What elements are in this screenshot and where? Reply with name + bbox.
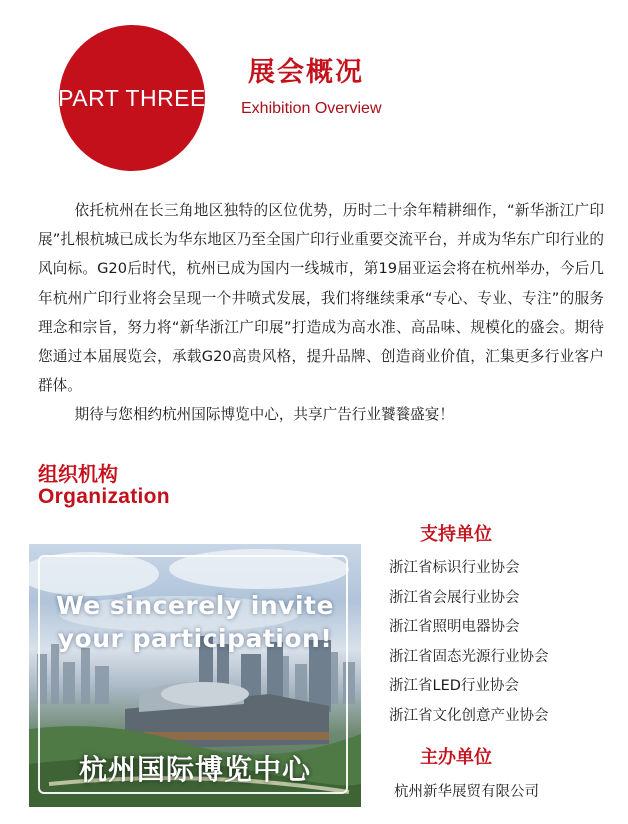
part-badge	[59, 25, 205, 171]
organization-title-cn: 组织机构	[38, 462, 118, 486]
venue-name: 杭州国际博览中心	[78, 753, 311, 786]
support-units-title: 支持单位	[420, 524, 492, 545]
invite-line-1: We sincerely invite	[56, 591, 334, 620]
support-unit: 浙江省文化创意产业协会	[389, 707, 549, 724]
organization-title-en: Organization	[38, 485, 170, 508]
support-unit: 浙江省会展行业协会	[389, 589, 520, 606]
part-badge-label: PART THREE	[58, 84, 206, 111]
section-title-cn: 展会概况	[248, 57, 364, 88]
intro-text	[38, 196, 604, 430]
invite-line-2: your participation!	[57, 624, 333, 653]
support-units-list	[389, 554, 549, 732]
host-unit-name: 杭州新华展贸有限公司	[394, 784, 539, 800]
intro-paragraph-1: 依托杭州在长三角地区独特的区位优势，历时二十余年精耕细作，“新华浙江广印展”扎根杭城已成长为华东地区乃至全国广印行业重要交流平台，并成为华东广印行业的风向标。G20后时代，杭州已成为国内一线城市，第19届亚运会将在杭州举办，今后几年杭州广印行业将会呈现一个井喷式发展，我们将继续秉承“专心、专业、专注”的服务理念和宗旨，努力将“新华浙江广印展”打造成为高水准、高品味、规模化的盛会。期待您通过本届展览会，承载G20高贵风格，提升品牌、创造商业价值，汇集更多行业客户群体。	[38, 202, 604, 395]
support-unit: 浙江省照明电器协会	[389, 619, 520, 636]
host-unit-title: 主办单位	[420, 747, 492, 768]
support-unit: 浙江省标识行业协会	[389, 560, 520, 576]
support-unit: 浙江省LED行业协会	[389, 678, 519, 695]
venue-photo	[29, 544, 361, 807]
support-unit: 浙江省固态光源行业协会	[389, 648, 549, 665]
intro-paragraph-2: 期待与您相约杭州国际博览中心，共享广告行业饕餮盛宴！	[74, 406, 454, 424]
section-title-en: Exhibition Overview	[241, 100, 382, 117]
